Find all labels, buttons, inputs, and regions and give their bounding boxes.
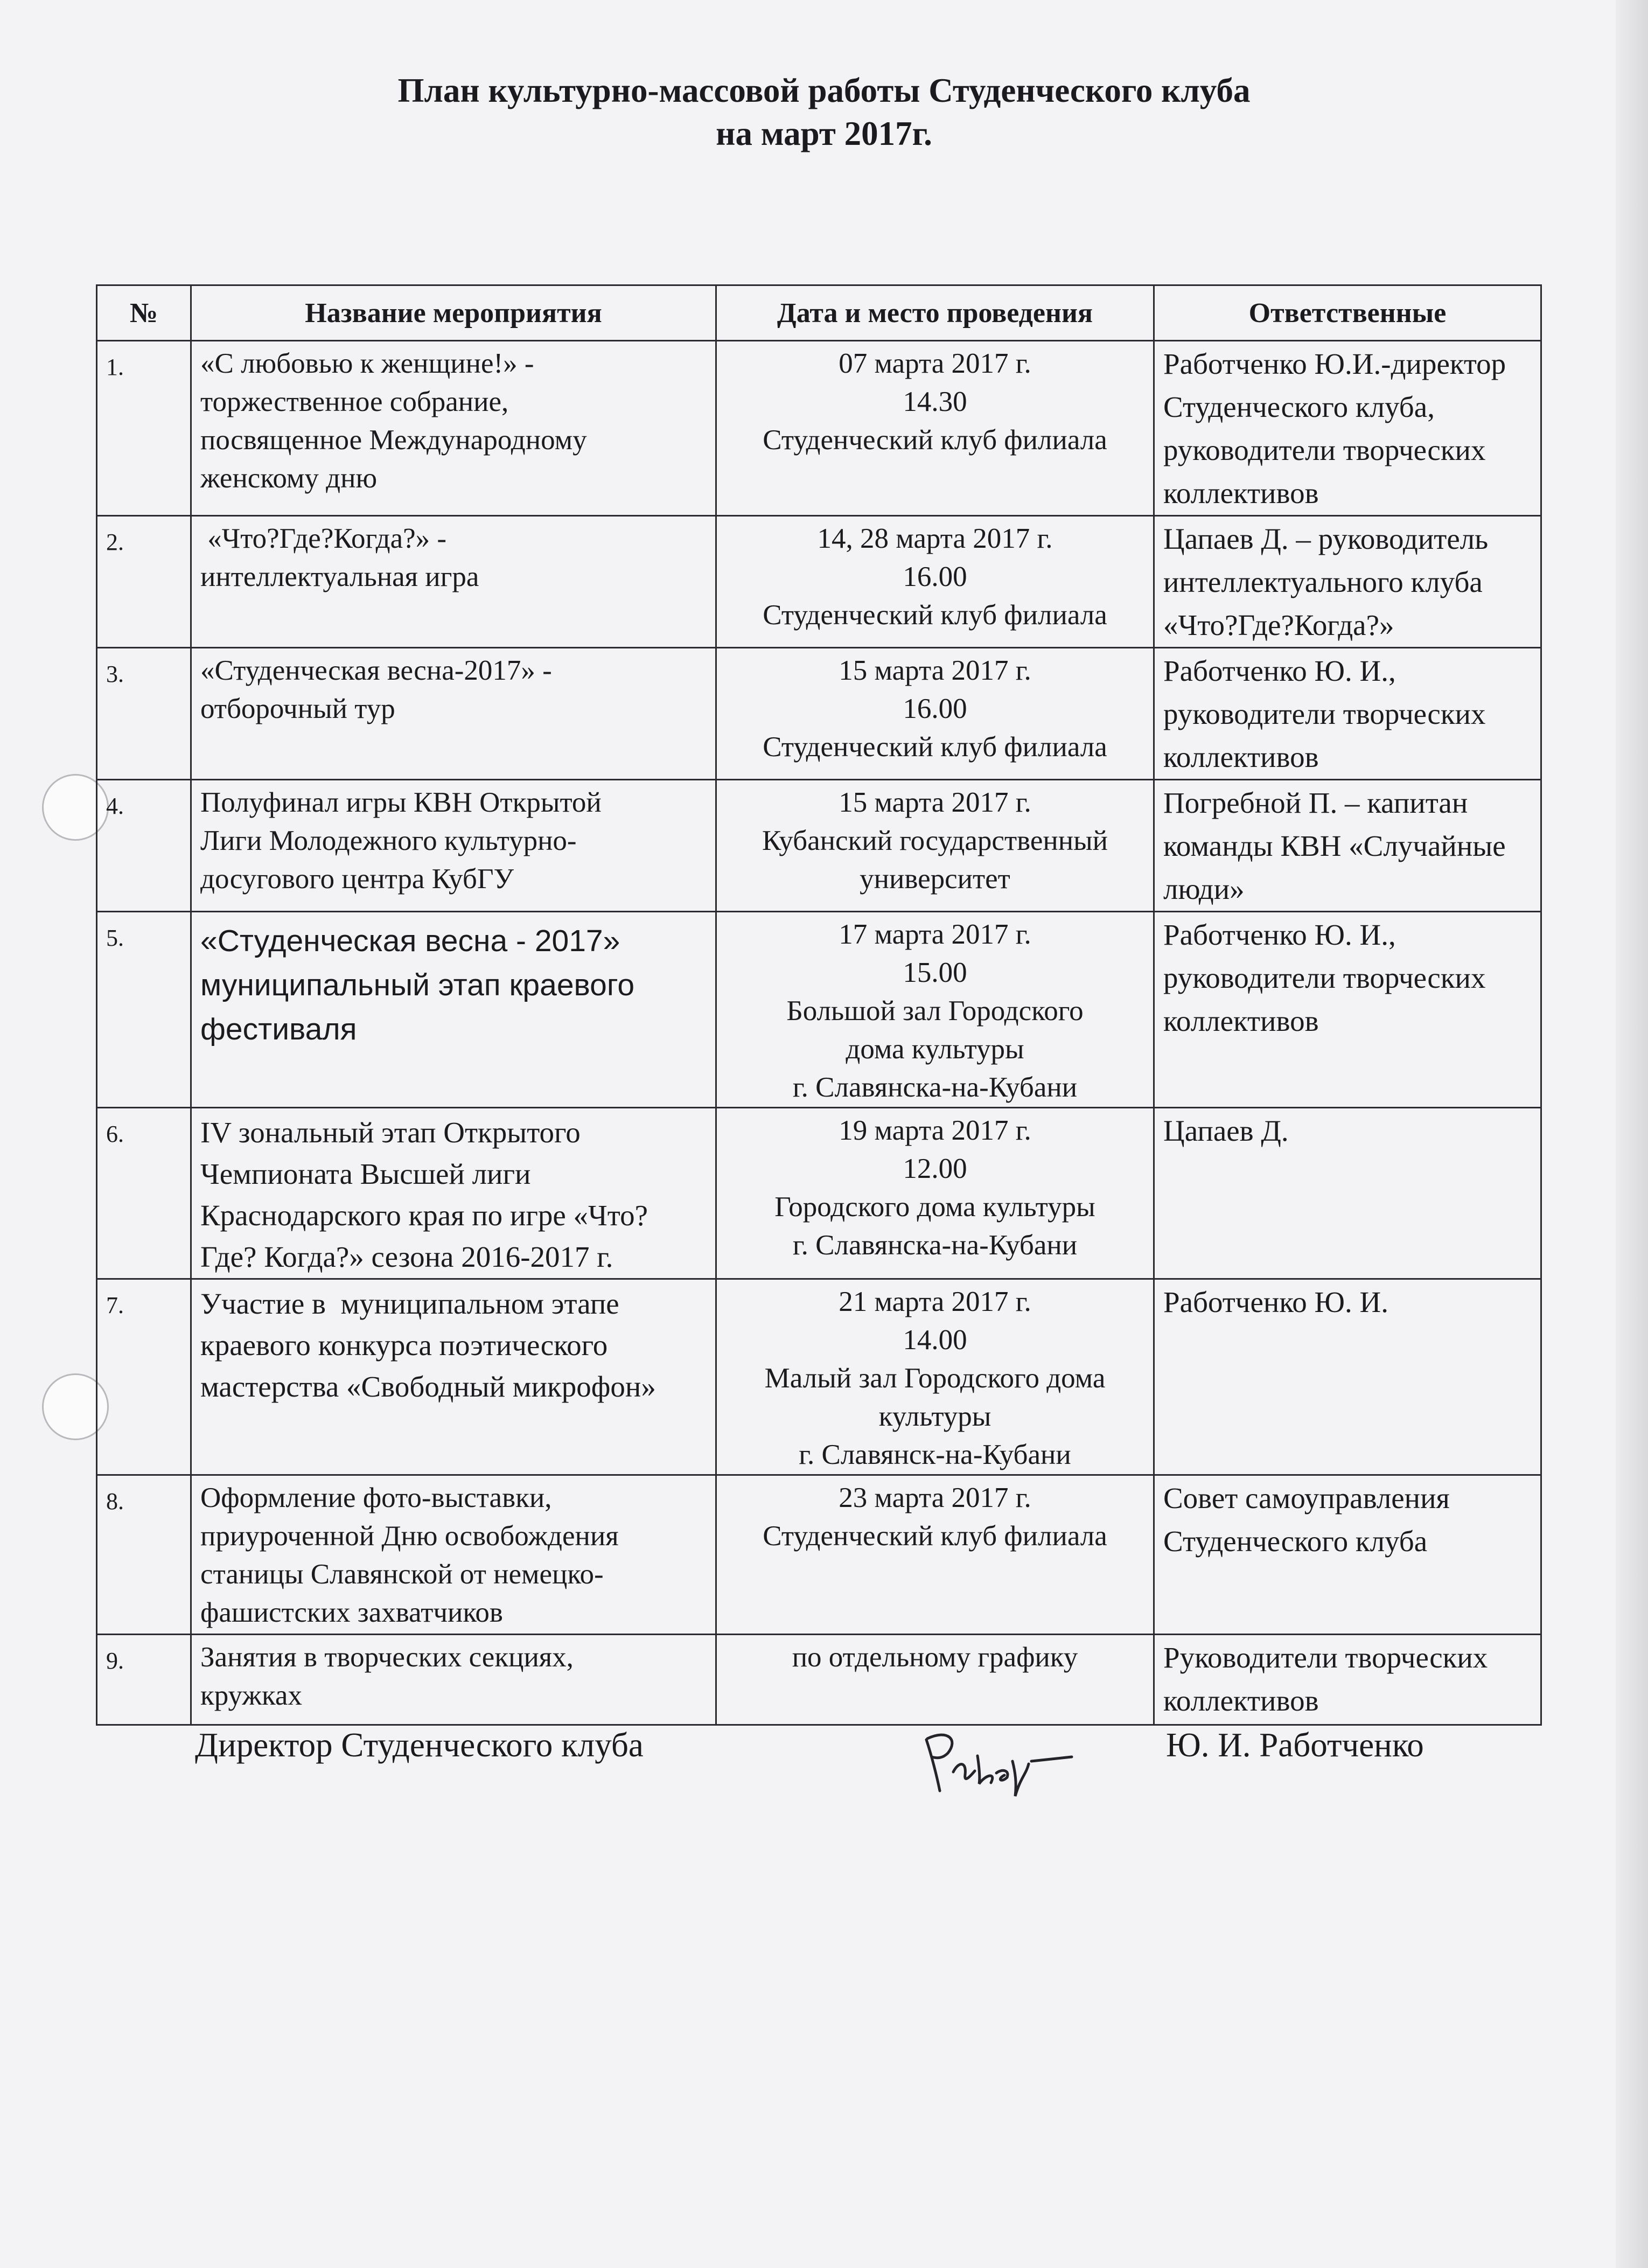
date-line: Студенческий клуб филиала [763,731,1107,763]
responsible-cell [1154,1279,1541,1475]
header-date-place: Дата и место проведения [716,285,1154,341]
responsible-cell [1154,516,1541,648]
page-edge-shadow [1616,0,1648,2268]
date-line: культуры [878,1401,991,1432]
date-line: 14.30 [903,386,967,417]
event-line: муниципальный этап краевого [200,968,635,1002]
date-line: 21 марта 2017 г. [839,1286,1031,1317]
table-row [97,1475,1541,1635]
date-line: по отдельному графику [792,1642,1078,1673]
date-place-cell [716,1279,1154,1475]
table-row [97,516,1541,648]
events-table [96,284,1542,1726]
event-line: Чемпионата Высшей лиги [200,1157,531,1190]
event-line: мастерства «Свободный микрофон» [200,1370,656,1403]
responsible-line: Цапаев Д. – руководитель [1163,522,1489,555]
row-number: 2. [97,516,191,648]
responsible-line: Погребной П. – капитан [1163,786,1468,819]
event-name-cell [191,912,716,1108]
date-line: Студенческий клуб филиала [763,424,1107,456]
event-line: фашистских захватчиков [200,1597,503,1628]
event-line: торжественное собрание, [200,386,509,417]
date-line: университет [860,863,1010,895]
date-line: 15 марта 2017 г. [839,655,1031,686]
responsible-line: Работченко Ю.И.-директор [1163,347,1506,380]
date-line: Студенческий клуб филиала [763,599,1107,631]
event-line: Занятия в творческих секциях, [200,1642,574,1673]
responsible-cell [1154,341,1541,516]
responsible-line: Цапаев Д. [1163,1114,1289,1147]
date-line: г. Славянска-на-Кубани [792,1072,1078,1103]
date-line: 14, 28 марта 2017 г. [817,523,1053,554]
responsible-line: Студенческого клуба [1163,1525,1428,1558]
event-line: Оформление фото-выставки, [200,1482,552,1513]
responsible-cell [1154,648,1541,780]
date-line: 16.00 [903,693,967,724]
responsible-line: руководители творческих [1163,434,1486,466]
event-line: досугового центра КубГУ [200,863,514,895]
row-number: 1. [97,341,191,516]
event-name-cell [191,1108,716,1279]
date-line: Городского дома культуры [774,1191,1095,1223]
title-line-1: План культурно-массовой работы Студенческого клуба [397,72,1251,109]
handwritten-signature [916,1723,1077,1799]
row-number: 3. [97,648,191,780]
responsible-cell [1154,1108,1541,1279]
date-line: Кубанский государственный [762,825,1108,856]
header-number: № [97,285,191,341]
responsible-cell [1154,780,1541,912]
event-name-cell [191,516,716,648]
event-line: «Что?Где?Когда?» - [200,523,447,554]
responsible-line: интеллектуального клуба [1163,566,1483,598]
event-line: фестиваля [200,1012,357,1046]
date-place-cell [716,1475,1154,1635]
date-line: г. Славянск-на-Кубани [799,1439,1071,1470]
date-line: Большой зал Городского [786,995,1084,1027]
event-line: Лиги Молодежного культурно- [200,825,577,856]
row-number: 8. [97,1475,191,1635]
event-name-cell [191,1635,716,1725]
event-line: отборочный тур [200,693,395,724]
date-line: 19 марта 2017 г. [839,1115,1031,1146]
event-line: интеллектуальная игра [200,561,479,592]
responsible-line: команды КВН «Случайные [1163,829,1506,862]
event-line: «Студенческая весна-2017» - [200,655,552,686]
row-number: 5. [97,912,191,1108]
event-line: Полуфинал игры КВН Открытой [200,787,602,818]
table-header-row [97,285,1541,341]
event-line: кружках [200,1680,302,1711]
date-line: 14.00 [903,1324,967,1356]
table-row [97,648,1541,780]
event-line: женскому дню [200,463,378,494]
header-responsible: Ответственные [1154,285,1541,341]
table-row [97,780,1541,912]
responsible-line: Работченко Ю. И., [1163,654,1396,687]
date-line: Студенческий клуб филиала [763,1520,1107,1552]
date-place-cell [716,648,1154,780]
date-line: 12.00 [903,1153,967,1184]
event-line: Краснодарского края по игре «Что? [200,1199,648,1232]
responsible-line: руководители творческих [1163,961,1486,994]
event-line: «Студенческая весна - 2017» [200,924,620,958]
event-name-cell [191,648,716,780]
responsible-cell [1154,1475,1541,1635]
responsible-line: «Что?Где?Когда?» [1163,609,1394,641]
row-number: 7. [97,1279,191,1475]
responsible-line: коллективов [1163,1004,1319,1037]
date-line: 23 марта 2017 г. [839,1482,1031,1513]
date-line: 17 марта 2017 г. [839,919,1031,950]
responsible-cell [1154,912,1541,1108]
title-line-2: на март 2017г. [716,115,932,152]
table-row [97,1279,1541,1475]
responsible-line: руководители творческих [1163,697,1486,730]
table-row [97,1635,1541,1725]
date-line: г. Славянска-на-Кубани [792,1230,1078,1261]
responsible-line: Студенческого клуба, [1163,390,1435,423]
document-title [0,69,1648,155]
responsible-line: Совет самоуправления [1163,1482,1450,1515]
event-name-cell [191,341,716,516]
event-name-cell [191,1279,716,1475]
responsible-line: Работченко Ю. И., [1163,918,1396,951]
event-line: «С любовью к женщине!» - [200,348,534,379]
date-place-cell [716,341,1154,516]
event-line: IV зональный этап Открытого [200,1116,581,1149]
date-place-cell [716,1635,1154,1725]
responsible-line: коллективов [1163,1684,1319,1717]
table-row [97,912,1541,1108]
table-row [97,1108,1541,1279]
table-body [97,341,1541,1725]
date-place-cell [716,780,1154,912]
date-place-cell [716,912,1154,1108]
table-row [97,341,1541,516]
row-number: 6. [97,1108,191,1279]
responsible-line: коллективов [1163,477,1319,510]
event-line: приуроченной Дню освобождения [200,1520,619,1552]
row-number: 4. [97,780,191,912]
event-line: посвященное Международному [200,424,587,456]
event-line: станицы Славянской от немецко- [200,1559,604,1590]
date-line: Малый зал Городского дома [764,1363,1106,1394]
event-line: Участие в муниципальном этапе [200,1287,619,1320]
responsible-line: коллективов [1163,741,1319,773]
responsible-cell [1154,1635,1541,1725]
responsible-line: Руководители творческих [1163,1641,1488,1674]
date-place-cell [716,516,1154,648]
event-name-cell [191,1475,716,1635]
date-line: 15.00 [903,957,967,988]
event-line: краевого конкурса поэтического [200,1329,608,1362]
event-line: Где? Когда?» сезона 2016-2017 г. [200,1240,613,1273]
date-line: дома культуры [846,1034,1024,1065]
header-event-name: Название мероприятия [191,285,716,341]
date-place-cell [716,1108,1154,1279]
signatory-position: Директор Студенческого клуба [195,1726,644,1764]
date-line: 16.00 [903,561,967,592]
row-number: 9. [97,1635,191,1725]
responsible-line: люди» [1163,873,1245,905]
signatory-name: Ю. И. Работченко [1166,1726,1424,1764]
responsible-line: Работченко Ю. И. [1163,1286,1388,1318]
date-line: 15 марта 2017 г. [839,787,1031,818]
event-name-cell [191,780,716,912]
date-line: 07 марта 2017 г. [839,348,1031,379]
